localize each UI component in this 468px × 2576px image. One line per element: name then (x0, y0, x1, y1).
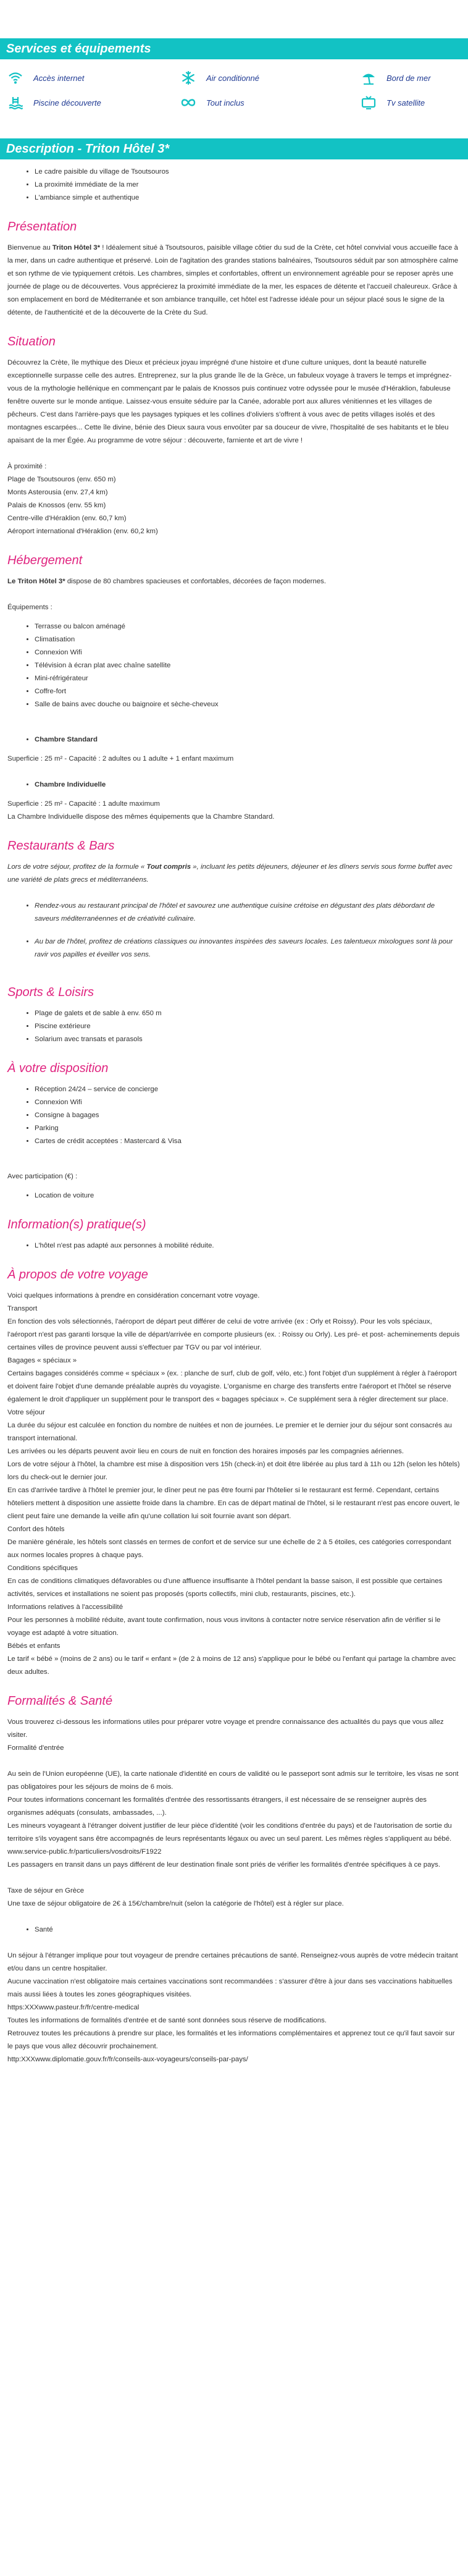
description-banner: Description - Triton Hôtel 3* (0, 138, 468, 159)
page (0, 38, 468, 2079)
amenity-all-inclusive (180, 90, 361, 115)
restaurants-list (7, 900, 461, 961)
formalites-line: Aucune vaccination n'est obligatoire mais certaines vaccinations sont recommandées : s'assurer d'être à jour dans ses vaccinations habituelles mais aussi liées à toutes les zones géographiques visitées. (7, 1978, 453, 1998)
section-title-information: Information(s) pratique(s) (7, 1218, 146, 1231)
room-standard-text: Superficie : 25 m² - Capacité : 2 adultes ou 1 adulte + 1 enfant maximum (7, 755, 234, 762)
section-title-presentation: Présentation (7, 220, 77, 234)
amenity-tv (361, 90, 468, 115)
hotel-name: Le Triton Hôtel 3* (7, 578, 65, 585)
section-title-situation: Situation (7, 335, 56, 348)
list-item: • Solarium avec transats et parasols (35, 1033, 461, 1046)
section-title-sports: Sports & Loisirs (7, 986, 94, 999)
formalites-line: Les passagers en transit dans un pays différent de leur destination finale sont priés de vérifier les formalités d'entrée spécifiques à ce pays. (7, 1861, 440, 1869)
apropos-subtitle: Confort des hôtels (7, 1526, 65, 1533)
formalites-line: Les mineurs voyageant à l'étranger doivent justifier de leur pièce d'identité (voir les conditions d'entrée du pays) et de l'autorisation de sortie du territoire s'ils voyagent sans être accompagnés de leurs représentants légaux ou avec un seul parent. Les mêmes règles s'appliquent au bébé. (7, 1822, 452, 1843)
section-title-formalites: Formalités & Santé (7, 1694, 113, 1708)
list-item: • Consigne à bagages (35, 1109, 461, 1122)
presentation-text (7, 242, 461, 319)
diplomatie-link[interactable]: http:XXXwww.diplomatie.gouv.fr/fr/conseils-aux-voyageurs/conseils-par-pays/ (7, 2056, 248, 2063)
text-fragment: Bienvenue au (7, 244, 52, 251)
apropos-line: En cas de conditions climatiques défavorables ou d'une affluence insuffisante à l'hôtel pendant la basse saison, il est possible que certaines activités, services et installations ne soient pas proposés (sports collectifs, mini club, restaurants, piscines, etc.). (7, 1577, 443, 1598)
apropos-subtitle: Votre séjour (7, 1409, 45, 1416)
hebergement-intro (7, 575, 461, 588)
formalites-line: Au sein de l'Union européenne (UE), la carte nationale d'identité en cours de validité ou le passeport sont admis sur le territoire, les visas ne sont pas obligatoires pour les séjours de moins de 6 mois. (7, 1770, 459, 1791)
formalites-line: Retrouvez toutes les précautions à prendre sur place, les formalités et les informations complémentaires et apprenez tout ce qu'il faut savoir sur le pays que vous allez découvrir prochainement. (7, 2030, 455, 2050)
apropos-line: Les arrivées ou les départs peuvent avoir lieu en cours de nuit en fonction des horaires imposés par les compagnies aériennes. (7, 1448, 404, 1455)
proximity-item: Centre-ville d'Héraklion (env. 60,7 km) (7, 515, 127, 522)
proximity-item: Monts Asterousia (env. 27,4 km) (7, 489, 108, 496)
list-item: • Le cadre paisible du village de Tsoutsouros (35, 166, 461, 179)
room-standard-title: • Chambre Standard (35, 733, 461, 746)
apropos-line: La durée du séjour est calculée en fonction du nombre de nuitées et non de journées. Le premier et le dernier jour du séjour sont consacrés au transport international. (7, 1422, 452, 1442)
section-title-disposition: À votre disposition (7, 1062, 109, 1075)
amenity-label: Piscine découverte (33, 98, 101, 108)
pool-icon (7, 95, 23, 111)
room-individual-list (7, 779, 461, 792)
amenity-label: Bord de mer (387, 73, 431, 83)
beach-umbrella-icon (361, 70, 377, 86)
apropos-line: Lors de votre séjour à l'hôtel, la chambre est mise à disposition vers 15h (check-in) et doit être libérée au plus tard à 11h ou 12h (selon les hôtels) lors du check-out le dernier jour. (7, 1461, 460, 1481)
text-fragment: Lors de votre séjour, profitez de la formule « (7, 863, 147, 871)
formalites-line: Vous trouverez ci-dessous les informations utiles pour préparer votre voyage et prendre connaissance des actualités du pays que vous allez visiter. (7, 1718, 444, 1739)
list-item: • Piscine extérieure (35, 1020, 461, 1033)
disposition-list (7, 1083, 461, 1148)
text-fragment: ! Idéalement situé à Tsoutsouros, paisible village côtier du sud de la Crète, cet hôtel convivial vous accueille face à la mer, dans un cadre authentique et préservé. Loin de l'agitation des grandes stations balnéaires, Tsoutsouros séduit par son atmosphère calme et son rythme de vie typiquement crétois. Les chambres, simples et confortables, offrent un environnement agréable pour se reposer après une journée de plage ou de découvertes. Vous apprécierez la proximité immédiate de la mer, les espaces de détente et l'accueil chaleureux. Grâce à son emplacement en bord de Méditerranée et son ambiance tranquille, cet hôtel est l'adresse idéale pour un séjour placé sous le signe de la détente, de l'authenticité et de la découverte de la Crète du Sud. (7, 244, 459, 316)
section-title-restaurants: Restaurants & Bars (7, 839, 115, 853)
apropos-subtitle: Bébés et enfants (7, 1642, 61, 1650)
amenity-label: Tout inclus (206, 98, 244, 108)
wifi-icon (7, 70, 23, 86)
list-item: • L'ambiance simple et authentique (35, 192, 461, 205)
apropos-body (7, 1290, 461, 1679)
formalites-body (7, 1716, 461, 2066)
equipments-label: Équipements : (7, 604, 52, 611)
list-item: • Terrasse ou balcon aménagé (35, 620, 461, 633)
apropos-line: En cas d'arrivée tardive à l'hôtel le premier jour, le dîner peut ne pas être fourni par l'hôtelier si le restaurant est fermé. Cependant, certains hôteliers mettent à disposition une assiette froide dans la chambre. En cas de départ matinal de l'hôtel, si le restaurant n'est pas encore ouvert, le client peut faire une demande la veille afin qu'une collation lui soit fournie avant son départ. (7, 1487, 460, 1520)
amenity-ac (180, 65, 361, 90)
services-banner: Services et équipements (0, 38, 468, 59)
tv-icon (361, 95, 377, 111)
sante-label: • Santé (35, 1924, 461, 1936)
amenity-internet (7, 65, 180, 90)
text-fragment: dispose de 80 chambres spacieuses et confortables, décorées de façon modernes. (65, 578, 327, 585)
formalites-line: Toutes les informations de formalités d'entrée et de santé sont données sous réserve de modifications. (7, 2017, 327, 2024)
proximity-item: Aéroport international d'Héraklion (env. 60,2 km) (7, 528, 158, 535)
list-item: • Télévision à écran plat avec chaîne satellite (35, 659, 461, 672)
list-item: • Réception 24/24 – service de concierge (35, 1083, 461, 1096)
restaurants-intro (7, 861, 461, 887)
apropos-line: Le tarif « bébé » (moins de 2 ans) ou le tarif « enfant » (de 2 à moins de 12 ans) s'applique pour le bébé ou l'enfant qui partage la chambre avec deux adultes. (7, 1655, 456, 1676)
situation-text: Découvrez la Crète, île mythique des Dieux et précieux joyau imprégné d'une histoire et d'une culture uniques, dont la beauté naturelle exceptionnelle surpasse celle des autres. Entreprenez, sur la plus grande île de la Grèce, un fabuleux voyage à travers le temps et imprégnez-vous de la mythologie hellénique en commençant par le palais de Knossos puis continuez votre odyssée pour le musée d'Héraklion, fabuleuse fenêtre ouverte sur le monde antique. Laissez-vous ensuite séduire par la Canée, adorable port aux allures vénitiennes et les villages de pêcheurs. C'est dans l'arrière-pays que les paysages typiques et les collines d'oliviers s'offrent à vous avec de petits villages isolés et des montagnes escarpées... Cette île divine, bénie des Dieux saura vous envoûter par sa douceur de vivre, l'hospitalité de ses habitants et le bleu apaisant de la mer Égée. Au programme de votre séjour : découverte, farniente et art de vivre ! (7, 359, 452, 444)
list-item: • Parking (35, 1122, 461, 1135)
amenities-grid (0, 59, 468, 115)
apropos-line: Certains bagages considérés comme « spéciaux » (ex. : planche de surf, club de golf, vélo, etc.) font l'objet d'un supplément à régler à l'aéroport et doivent faire l'objet d'une demande préalable auprès du voyagiste. L'organisme en charge des transferts entre l'aéroport et l'hôtel se réserve également le droit d'appliquer un supplément pour le transport des « bagages spéciaux ». Ce supplément sera à régler directement sur place. (7, 1370, 457, 1403)
highlights-list (7, 166, 461, 205)
list-item: • Salle de bains avec douche ou baignoire et sèche-cheveux (35, 698, 461, 711)
proximity-item: Palais de Knossos (env. 55 km) (7, 502, 106, 509)
room-individual-title: • Chambre Individuelle (35, 779, 461, 792)
apropos-subtitle: Conditions spécifiques (7, 1565, 78, 1572)
service-public-link[interactable]: www.service-public.fr/particuliers/vosdroits/F1922 (7, 1848, 162, 1856)
section-title-hebergement: Hébergement (7, 554, 83, 567)
room-individual-text: La Chambre Individuelle dispose des mêmes équipements que la Chambre Standard. (7, 813, 275, 821)
amenity-beach (361, 65, 468, 90)
equipments-list (7, 620, 461, 711)
formula-name: Tout compris (146, 863, 191, 871)
apropos-line: De manière générale, les hôtels sont classés en termes de confort et de service sur une échelle de 2 à 5 étoiles, ces catégories correspondant aux normes locales propres à chaque pays. (7, 1539, 451, 1559)
all-inclusive-icon (180, 95, 196, 111)
information-list (7, 1239, 461, 1252)
participation-label: Avec participation (€) : (7, 1173, 78, 1180)
list-item: • Climatisation (35, 633, 461, 646)
apropos-subtitle: Transport (7, 1305, 38, 1312)
list-item: • La proximité immédiate de la mer (35, 179, 461, 192)
hotel-name: Triton Hôtel 3* (52, 244, 101, 251)
main-content (0, 166, 468, 2066)
formalites-subtitle: Formalité d'entrée (7, 1744, 64, 1752)
participation-list (7, 1189, 461, 1202)
amenity-label: Tv satellite (387, 98, 425, 108)
apropos-subtitle: Bagages « spéciaux » (7, 1357, 77, 1364)
apropos-line: Voici quelques informations à prendre en considération concernant votre voyage. (7, 1292, 260, 1299)
proximity-item: Plage de Tsoutsouros (env. 650 m) (7, 476, 116, 483)
formalites-line: Pour toutes informations concernant les formalités d'entrée des ressortissants étrangers, il est nécessaire de se renseigner auprès des organismes adéquats (consulats, ambassades, ...). (7, 1796, 427, 1817)
formalites-subtitle: Taxe de séjour en Grèce (7, 1887, 85, 1894)
list-item: • Plage de galets et de sable à env. 650 m (35, 1007, 461, 1020)
apropos-subtitle: Informations relatives à l'accessibilité (7, 1603, 123, 1611)
formalites-line: Un séjour à l'étranger implique pour tout voyageur de prendre certaines précautions de santé. Renseignez-vous auprès de votre médecin traitant et/ou dans un centre hospitalier. (7, 1952, 458, 1972)
list-item: • Mini-réfrigérateur (35, 672, 461, 685)
list-item: • Coffre-fort (35, 685, 461, 698)
list-item: • Rendez-vous au restaurant principal de l'hôtel et savourez une authentique cuisine crétoise en dégustant des plats débordant de saveurs méditerranéennes et de créativité culinaire. (35, 900, 461, 926)
sports-list (7, 1007, 461, 1046)
sante-list (7, 1924, 461, 1936)
apropos-line: En fonction des vols sélectionnés, l'aéroport de départ peut différer de celui de votre arrivée (ex : Orly et Roissy). Pour les vols spéciaux, l'aéroport n'est pas garanti lorsque la ville de départ/arrivée en comporte plusieurs (ex. : Roissy ou Orly). Les pré- et post- acheminements depuis certaines villes de province peuvent aussi s'effectuer par TGV ou par vol intérieur. (7, 1318, 460, 1351)
proximity-label: À proximité : (7, 463, 47, 470)
list-item: • L'hôtel n'est pas adapté aux personnes à mobilité réduite. (35, 1239, 461, 1252)
list-item: • Au bar de l'hôtel, profitez de créations classiques ou innovantes inspirées des saveurs locales. Les talentueux mixologues sont là pour ravir vos papilles et éveiller vos sens. (35, 935, 461, 961)
list-item: • Location de voiture (35, 1189, 461, 1202)
text-fragment: », incluant les petits déjeuners, déjeuner et les dîners servis sous forme buffet avec une variété de plats grecs et méditerranéens. (7, 863, 453, 884)
formalites-line: Une taxe de séjour obligatoire de 2€ à 15€/chambre/nuit (selon la catégorie de l'hôtel) est à régler sur place. (7, 1900, 344, 1907)
room-individual-text: Superficie : 25 m² - Capacité : 1 adulte maximum (7, 800, 160, 808)
list-item: • Connexion Wifi (35, 646, 461, 659)
list-item: • Cartes de crédit acceptées : Mastercard & Visa (35, 1135, 461, 1148)
apropos-line: Pour les personnes à mobilité réduite, avant toute confirmation, nous vous invitons à contacter notre service réservation afin de vérifier si le voyage est adapté à votre situation. (7, 1616, 441, 1637)
amenity-pool (7, 90, 180, 115)
pasteur-link[interactable]: https:XXXwww.pasteur.fr/fr/centre-medical (7, 2004, 140, 2011)
amenity-label: Air conditionné (206, 73, 259, 83)
snowflake-icon (180, 70, 196, 86)
room-standard-list (7, 733, 461, 746)
amenity-label: Accès internet (33, 73, 85, 83)
section-title-apropos: À propos de votre voyage (7, 1268, 148, 1282)
list-item: • Connexion Wifi (35, 1096, 461, 1109)
